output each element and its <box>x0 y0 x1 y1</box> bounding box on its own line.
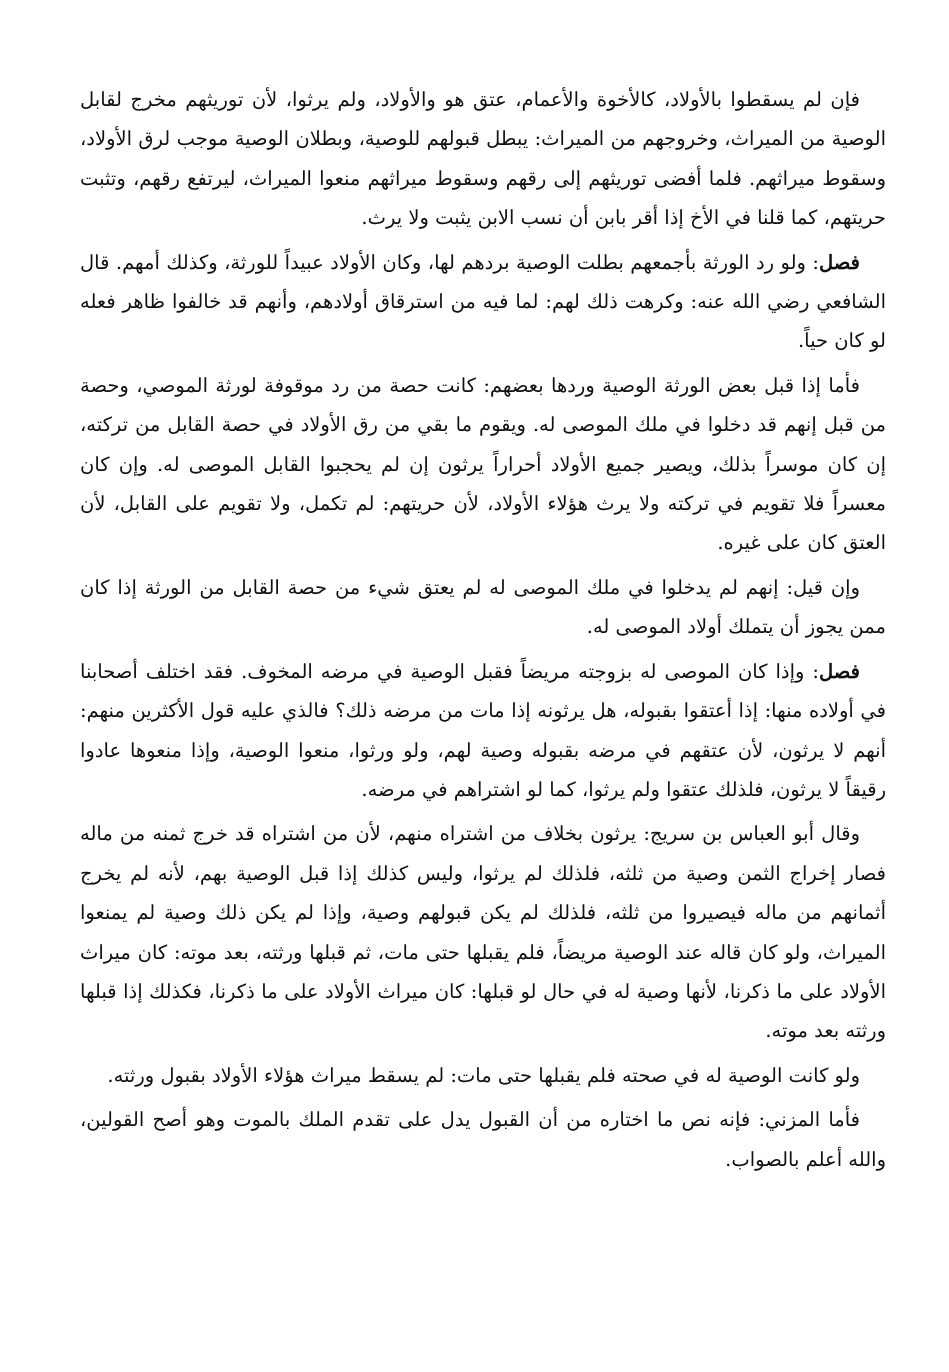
paragraph-1 <box>80 80 886 238</box>
paragraph-7 <box>80 1056 886 1095</box>
paragraph-7-text: ولو كانت الوصية له في صحته فلم يقبلها حتى مات: لم يسقط ميراث هؤلاء الأولاد بقبول ورثته. <box>107 1063 860 1087</box>
paragraph-1-text: فإن لم يسقطوا بالأولاد، كالأخوة والأعمام، عتق هو والأولاد، ولم يرثوا، لأن توريثهم مخرج لقابل الوصية من الميراث، وخروجهم من الميراث: يبطل قبولهم للوصية، وبطلان الوصية موجب لرق الأولاد، وسقوط ميراثهم. فلما أفضى توريثهم إلى رقهم وسقوط ميراثهم منعوا الميراث، ليرتفع رقهم، وتثبت حريتهم، كما قلنا في الأخ إذا أقر بابن أن نسب الابن يثبت ولا يرث. <box>80 88 886 230</box>
paragraph-4-text: وإن قيل: إنهم لم يدخلوا في ملك الموصى له لم يعتق شيء من حصة القابل من الورثة إذا كان ممن يجوز أن يتملك أولاد الموصى له. <box>80 575 886 639</box>
paragraph-8 <box>80 1100 886 1179</box>
paragraph-8-text: فأما المزني: فإنه نص ما اختاره من أن القبول يدل على تقدم الملك بالموت وهو أصح القولين، والله أعلم بالصواب. <box>80 1108 886 1171</box>
paragraph-3 <box>80 366 886 563</box>
paragraph-2 <box>80 243 886 361</box>
paragraph-5 <box>80 652 886 810</box>
section-heading-fasl: فصل <box>819 250 860 274</box>
page-body <box>80 80 886 1184</box>
paragraph-2-text: : ولو رد الورثة بأجمعهم بطلت الوصية بردهم لها، وكان الأولاد عبيداً للورثة، وكذلك أمهم. قال الشافعي رضي الله عنه: وكرهت ذلك لهم: لما فيه من استرقاق أولادهم، وأنهم قد خالفوا ظاهر فعله لو كان حياً. <box>80 250 886 353</box>
paragraph-4 <box>80 568 886 647</box>
section-heading-fasl: فصل <box>819 659 860 683</box>
paragraph-3-text: فأما إذا قبل بعض الورثة الوصية وردها بعضهم: كانت حصة من رد موقوفة لورثة الموصي، وحصة من قبل إنهم قد دخلوا في ملك الموصى له. ويقوم ما بقي من رق الأولاد في حصة القابل من تركته، إن كان موسراً بذلك، ويصير جميع الأولاد أحراراً يرثون إن لم يحجبوا القابل الموصى له. وإن كان معسراً فلا تقويم في تركته ولا يرث هؤلاء الأولاد، لأن حريتهم: لم تكمل، ولا تقويم على القابل، لأن العتق كان على غيره. <box>80 373 886 555</box>
paragraph-6-text: وقال أبو العباس بن سريج: يرثون بخلاف من اشتراه منهم، لأن من اشتراه قد خرج ثمنه من ماله فصار إخراج الثمن وصية من ثلثه، فلذلك لم يرثوا، وليس كذلك إذا قبل الوصية بهم، لأنه لم يخرج أثمانهم من ماله فيصيروا من ثلثه، فلذلك لم يكن قبولهم وصية، وإذا لم يكن ذلك وصية لم يمنعوا الميراث، ولو كان قاله عند الوصية مريضاً، فلم يقبلها حتى مات، ثم قبلها ورثته، بعد موته: كان ميراث الأولاد على ما ذكرنا، لأنها وصية له في حال لو قبلها: كان ميراث الأولاد على ما ذكرنا، فكذلك إذا قبلها ورثته بعد موته. <box>80 822 886 1043</box>
paragraph-6 <box>80 814 886 1050</box>
paragraph-5-text: : وإذا كان الموصى له بزوجته مريضاً فقبل الوصية في مرضه المخوف. فقد اختلف أصحابنا في أولاده منها: إذا أعتقوا بقبوله، هل يرثونه إذا مات من مرضه ذلك؟ فالذي عليه قول الأكثرين منهم: أنهم لا يرثون، لأن عتقهم في مرضه بقبوله وصية لهم، ولو ورثوا، منعوا الوصية، وإذا منعوها عادوا رقيقاً لا يرثون، فلذلك عتقوا ولم يرثوا، كما لو اشتراهم في مرضه. <box>80 659 886 801</box>
